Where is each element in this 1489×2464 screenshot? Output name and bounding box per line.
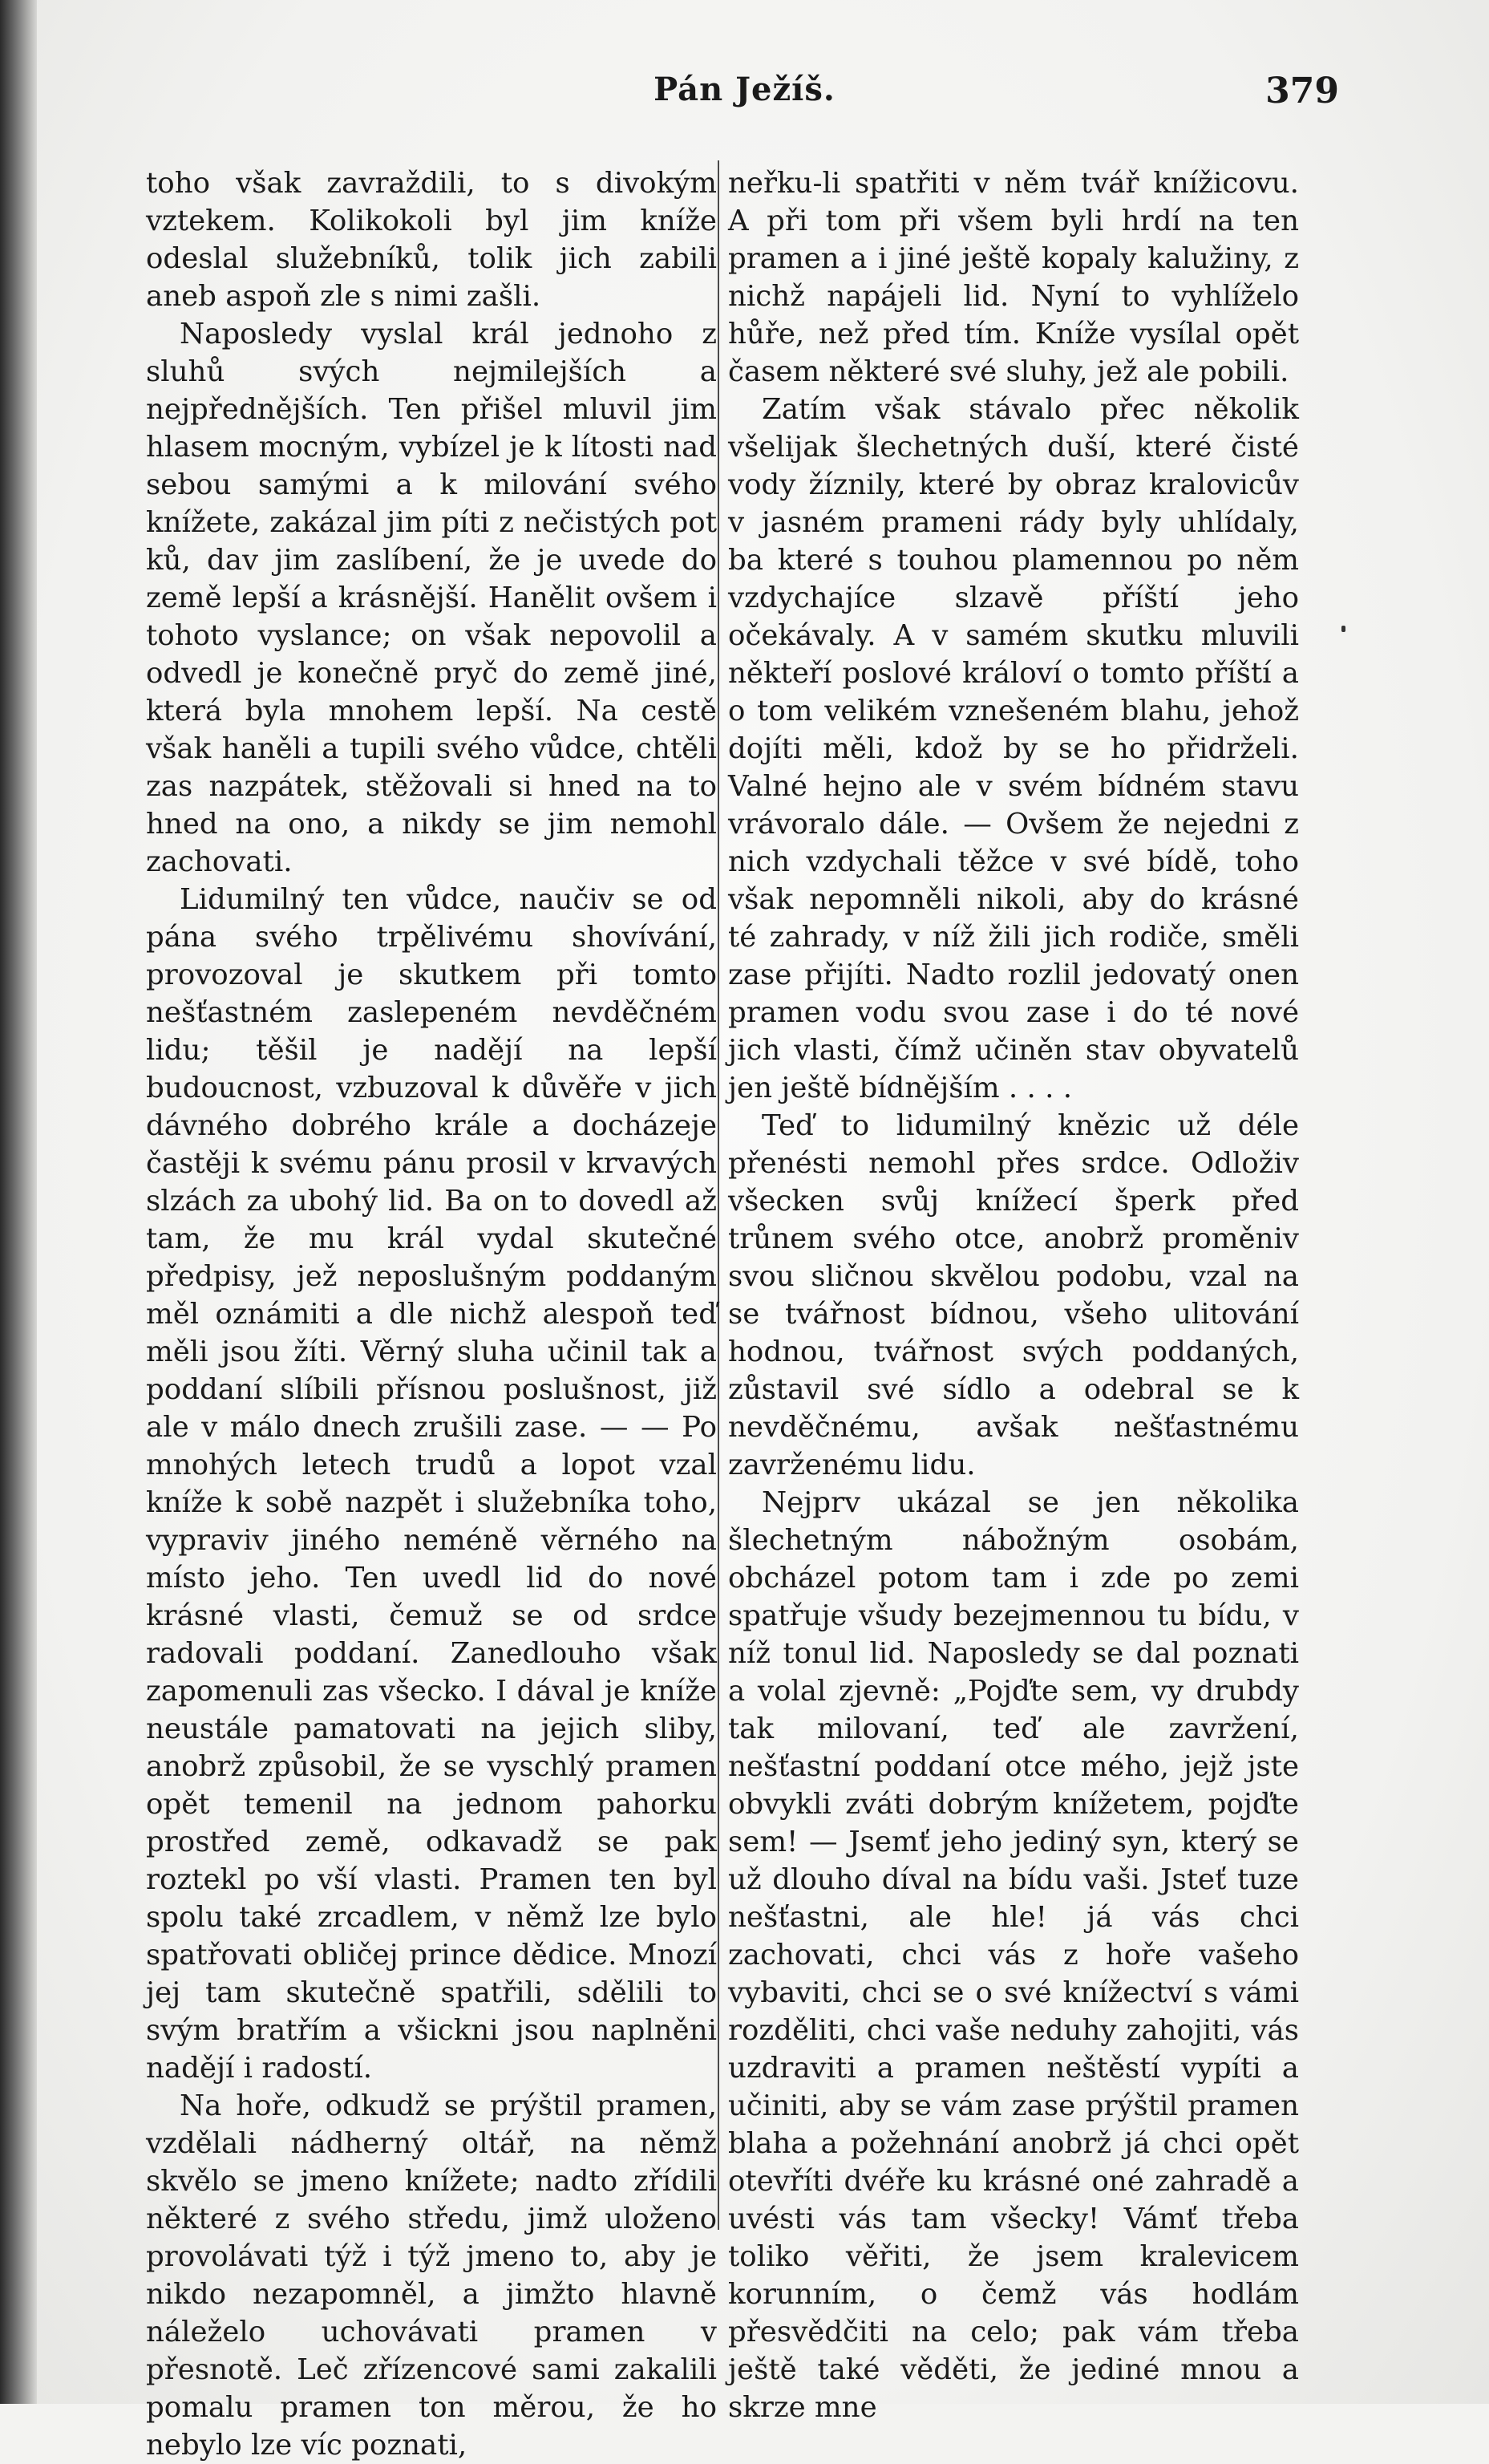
paragraph: Naposledy vyslal král jednoho z sluhů svých nejmilejších a nejpřednějších. Ten přišel mluvil jim hlasem mocným, vybízel je k lítosti nad sebou samými a k milování svého knížete, zakázal jim píti z nečistých pot ků, dav jim zaslíbení, že je uvede do země lepší a krásnější. Hanělit ovšem i tohoto vyslance; on však nepovolil a odvedl je konečně pryč do země jiné, která byla mnohem lepší. Na cestě však haněli a tupili svého vůdce, chtěli zas nazpátek, stěžovali si hned na to hned na ono, a nikdy se jim nemohl zachovati. xyxy=(146,318,717,878)
paragraph: toho však zavraždili, to s divokým vztekem. Kolikokoli byl jim kníže odeslal služebníků, tolik jich zabili aneb aspoň zle s nimi zašli. xyxy=(146,167,717,313)
paragraph: Zatím však stávalo přec několik všelijak šlechetných duší, které čisté vody žíznily, které by obraz kralovicův v jasném prameni rády byly uhlídaly, ba které s touhou plamennou po něm vzdychajíce slzavě příští jeho očekávaly. A v samém skutku mluvili někteří poslové královí o tomto příští a o tom velikém vznešeném blahu, jehož dojíti měli, kdož by se ho přidrželi. Valné hejno ale v svém bídném stavu vrávoralo dále. — Ovšem že nejedni z nich vzdychali těžce v své bídě, toho však nepomněli nikoli, aby do krásné té zahrady, v níž žili jich rodiče, směli zase přijíti. Nadto rozlil jedovatý onen pramen vodu svou zase i do té nové jich vlasti, čímž učiněn stav obyvatelů jen ještě bídnějším . . . . xyxy=(728,393,1299,1104)
paragraph: Teď to lidumilný knězic už déle přenésti nemohl přes srdce. Odloživ všecken svůj knížecí šperk před trůnem svého otce, anobrž proměniv svou sličnou skvělou podobu, vzal na se tvářnost bídnou, všeho ulitování hodnou, tvářnost svých poddaných, zůstavil své sídlo a odebral se k nevděčnému, avšak nešťastnému zavrženému lidu. xyxy=(728,1109,1299,1481)
page-number: 379 xyxy=(1265,71,1339,111)
paragraph: neřku-li spatřiti v něm tvář knížicovu. A při tom při všem byli hrdí na ten pramen a i jiné ještě kopaly kalužiny, z nichž napájeli lid. Nyní to vyhlíželo hůře, než před tím. Kníže vysílal opět časem některé své sluhy, jež ale pobili. xyxy=(728,167,1299,388)
column-divider xyxy=(718,160,719,2230)
running-header-title: Pán Ježíš. xyxy=(653,71,836,108)
right-column xyxy=(728,164,1299,2426)
left-column xyxy=(146,164,717,2464)
page-binding-shadow xyxy=(0,0,37,2404)
paragraph: Lidumilný ten vůdce, naučiv se od pána svého trpělivému shovívání, provozoval je skutkem při tomto nešťastném zaslepeném nevděčném lidu; těšil je nadějí na lepší budoucnost, vzbuzoval k důvěře v jich dávného dobrého krále a docházeje častěji k svému pánu prosil v krvavých slzách za ubohý lid. Ba on to dovedl až tam, že mu král vydal skutečné předpisy, jež neposlušným poddaným měl oznámiti a dle nichž alespoň teď měli jsou žíti. Věrný sluha učinil tak a poddaní slíbili přísnou poslušnost, již ale v málo dnech zrušili zase. — — Po mnohých letech trudů a lopot vzal kníže k sobě nazpět i služebníka toho, vypraviv jiného neméně věrného na místo jeho. Ten uvedl lid do nové krásné vlasti, čemuž se od srdce radovali poddaní. Zanedlouho však zapomenuli zas všecko. I dával je kníže neustále pamatovati na jejich sliby, anobrž způsobil, že se vyschlý pramen opět temenil na jednom pahorku prostřed země, odkavadž se pak roztekl po vší vlasti. Pramen ten byl spolu také zrcadlem, v němž lze bylo spatřovati obličej prince dědice. Mnozí jej tam skutečně spatřili, sdělili to svým bratřím a všickni jsou naplněni nadějí i radostí. xyxy=(146,883,717,2085)
ink-speck xyxy=(1341,626,1345,632)
paragraph: Nejprv ukázal se jen několika šlechetným nábožným osobám, obcházel potom tam i zde po zemi spatřuje všudy bezejmennou tu bídu, v níž tonul lid. Naposledy se dal poznati a volal zjevně: „Pojďte sem, vy drubdy tak milovaní, teď ale zavržení, nešťastní poddaní otce mého, jejž jste obvykli zváti dobrým knížetem, pojďte sem! — Jsemť jeho jediný syn, který se už dlouho díval na bídu vaši. Jsteť tuze nešťastni, ale hle! já vás chci zachovati, chci vás z hoře vašeho vybaviti, chci se o své knížectví s vámi rozděliti, chci vaše neduhy zahojiti, vás uzdraviti a pramen neštěstí vypíti a učiniti, aby se vám zase prýštil pramen blaha a požehnání anobrž já chci opět otevříti dvéře ku krásné oné zahradě a uvésti vás tam všecky! Vámť třeba toliko věřiti, že jsem kralevicem korunním, o čemž vás hodlám přesvědčiti na celo; pak vám třeba ještě také věděti, že jediné mnou a skrze mne xyxy=(728,1486,1299,2424)
paragraph: Na hoře, odkudž se prýštil pramen, vzdělali nádherný oltář, na němž skvělo se jmeno knížete; nadto zřídili některé z svého středu, jimž uloženo provolávati týž i týž jmeno to, aby je nikdo nezapomněl, a jimžto hlavně náleželo uchovávati pramen v přesnotě. Leč zřízencové sami zakalili pomalu pramen ton měrou, že ho nebylo lze víc poznati, xyxy=(146,2089,717,2462)
